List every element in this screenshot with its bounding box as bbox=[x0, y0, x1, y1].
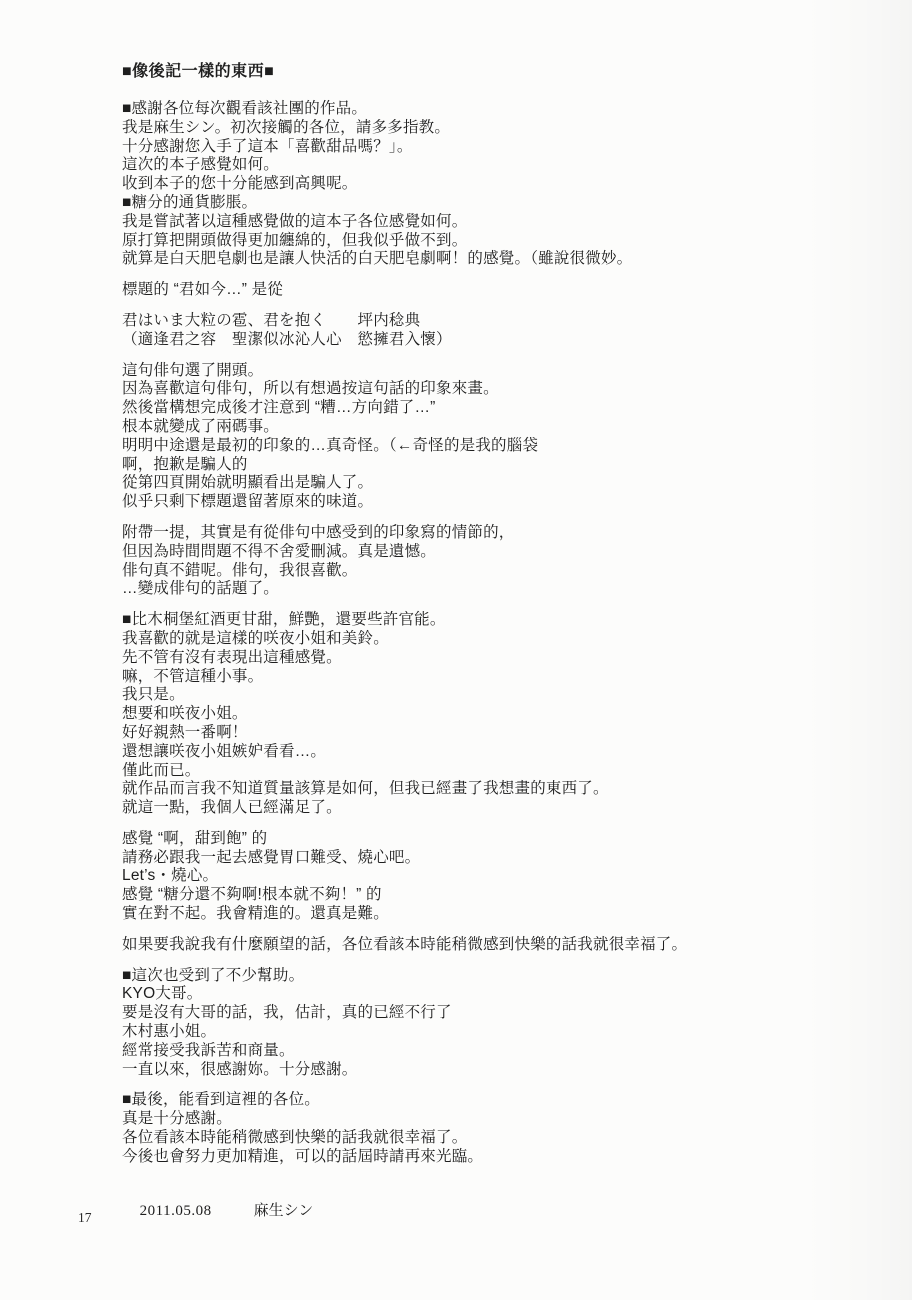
text-line: 如果要我說我有什麼願望的話，各位看該本時能稍微感到快樂的話我就很幸福了。 bbox=[122, 935, 688, 953]
text-line: 啊，抱歉是騙人的 bbox=[122, 455, 248, 473]
text-line: 就作品而言我不知道質量該算是如何，但我已經畫了我想畫的東西了。 bbox=[122, 780, 609, 798]
text-line: 原打算把開頭做得更加纏綿的，但我似乎做不到。 bbox=[122, 231, 468, 249]
text-line: 根本就變成了兩碼事。 bbox=[122, 417, 280, 435]
blank-line bbox=[122, 955, 862, 967]
text-line: 感覺 “糖分還不夠啊!根本就不夠！” 的 bbox=[122, 886, 382, 904]
text-line: 但因為時間問題不得不舍愛刪減。真是遺憾。 bbox=[122, 542, 437, 560]
text-line: 收到本子的您十分能感到高興呢。 bbox=[122, 175, 358, 193]
text-line: KYO大哥。 bbox=[122, 985, 203, 1003]
text-line: ■最後，能看到這裡的各位。 bbox=[122, 1091, 320, 1109]
text-line: 想要和咲夜小姐。 bbox=[122, 705, 248, 723]
page-heading: ■像後記一樣的東西■ bbox=[122, 63, 275, 80]
text-line: Let’s・燒心。 bbox=[122, 867, 219, 885]
text-line: 就算是白天肥皂劇也是讓人快活的白天肥皂劇啊！的感覺。（雖說很微妙。 bbox=[122, 250, 633, 268]
blank-line bbox=[122, 269, 862, 281]
text-line: ■感謝各位每次觀看該社團的作品。 bbox=[122, 100, 368, 117]
author-name: 麻生シン bbox=[253, 1202, 314, 1219]
text-line: 我喜歡的就是這樣的咲夜小姐和美鈴。 bbox=[122, 629, 389, 647]
text-line: 各位看該本時能稍微感到快樂的話我就很幸福了。 bbox=[122, 1129, 468, 1147]
text-line: 我是麻生シン。初次接觸的各位，請多多指教。 bbox=[122, 118, 451, 136]
text-line: 似乎只剩下標題還留著原來的味道。 bbox=[122, 493, 374, 511]
text-line: 附帶一提，其實是有從俳句中感受到的印象寫的情節的， bbox=[122, 523, 515, 541]
text-line: 標題的 “君如今…” 是從 bbox=[122, 281, 284, 299]
text-line: 因為喜歡這句俳句，所以有想過按這句話的印象來畫。 bbox=[122, 380, 499, 398]
text-line: ■這次也受到了不少幫助。 bbox=[122, 966, 305, 984]
text-column bbox=[122, 62, 862, 1167]
text-line: 就這一點，我個人已經滿足了。 bbox=[122, 799, 342, 817]
text-line: 真是十分感謝。 bbox=[122, 1110, 232, 1128]
text-line: 從第四頁開始就明顯看出是騙人了。 bbox=[122, 474, 374, 492]
text-line: 感覺 “啊，甜到飽” 的 bbox=[122, 829, 268, 847]
text-line: 這句俳句選了開頭。 bbox=[122, 361, 264, 379]
blank-line bbox=[122, 818, 862, 830]
text-line: 實在對不起。我會精進的。還真是難。 bbox=[122, 905, 389, 923]
blank-line bbox=[122, 300, 862, 312]
text-line: 木村惠小姐。 bbox=[122, 1023, 217, 1041]
text-line: 要是沒有大哥的話，我，估計，真的已經不行了 bbox=[122, 1004, 452, 1022]
text-line: 然後當構想完成後才注意到 “糟…方向錯了…” bbox=[122, 399, 436, 417]
text-line: 一直以來，很感謝妳。十分感謝。 bbox=[122, 1060, 358, 1078]
text-line: 好好親熱一番啊！ bbox=[122, 723, 248, 741]
blank-line bbox=[122, 350, 862, 362]
text-line: 今後也會努力更加精進，可以的話屆時請再來光臨。 bbox=[122, 1147, 484, 1165]
text-line: 明明中途還是最初的印象的…真奇怪。（←奇怪的是我的腦袋 bbox=[122, 436, 539, 454]
page-number: 17 bbox=[78, 1210, 92, 1225]
text-line: 十分感謝您入手了這本「喜歡甜品嗎？」。 bbox=[122, 137, 413, 155]
body-text bbox=[122, 100, 862, 1167]
text-line: 請務必跟我一起去感覺胃口難受、燒心吧。 bbox=[122, 848, 421, 866]
blank-line bbox=[122, 599, 862, 611]
text-line: 僅此而已。 bbox=[122, 761, 201, 779]
text-line: 君はいま大粒の雹、君を抱く 坪内稔典 bbox=[122, 311, 421, 329]
publication-date: 2011.05.08 bbox=[139, 1203, 212, 1219]
text-line: ■糖分的通貨膨脹。 bbox=[122, 193, 258, 211]
text-line: （適逢君之容 聖潔似冰沁人心 慾擁君入懷） bbox=[122, 330, 452, 348]
blank-line bbox=[122, 924, 862, 936]
text-line: 我是嘗試著以這種感覺做的這本子各位感覺如何。 bbox=[122, 212, 468, 230]
signature-line bbox=[123, 1184, 313, 1238]
text-line: 嘛，不管這種小事。 bbox=[122, 667, 264, 685]
text-line: 經常接受我訴苦和商量。 bbox=[122, 1041, 295, 1059]
text-line: …變成俳句的話題了。 bbox=[122, 580, 280, 598]
text-line: 俳句真不錯呢。俳句，我很喜歡。 bbox=[122, 561, 358, 579]
text-line: 先不管有沒有表現出這種感覺。 bbox=[122, 648, 342, 666]
text-line: 我只是。 bbox=[122, 686, 185, 704]
text-line: ■比木桐堡紅酒更甘甜，鮮艷，還要些許官能。 bbox=[122, 611, 446, 629]
text-line: 還想讓咲夜小姐嫉妒看看…。 bbox=[122, 742, 327, 760]
blank-line bbox=[122, 1079, 862, 1091]
heading-gap bbox=[122, 81, 862, 100]
blank-line bbox=[122, 512, 862, 524]
text-line: 這次的本子感覺如何。 bbox=[122, 156, 280, 174]
